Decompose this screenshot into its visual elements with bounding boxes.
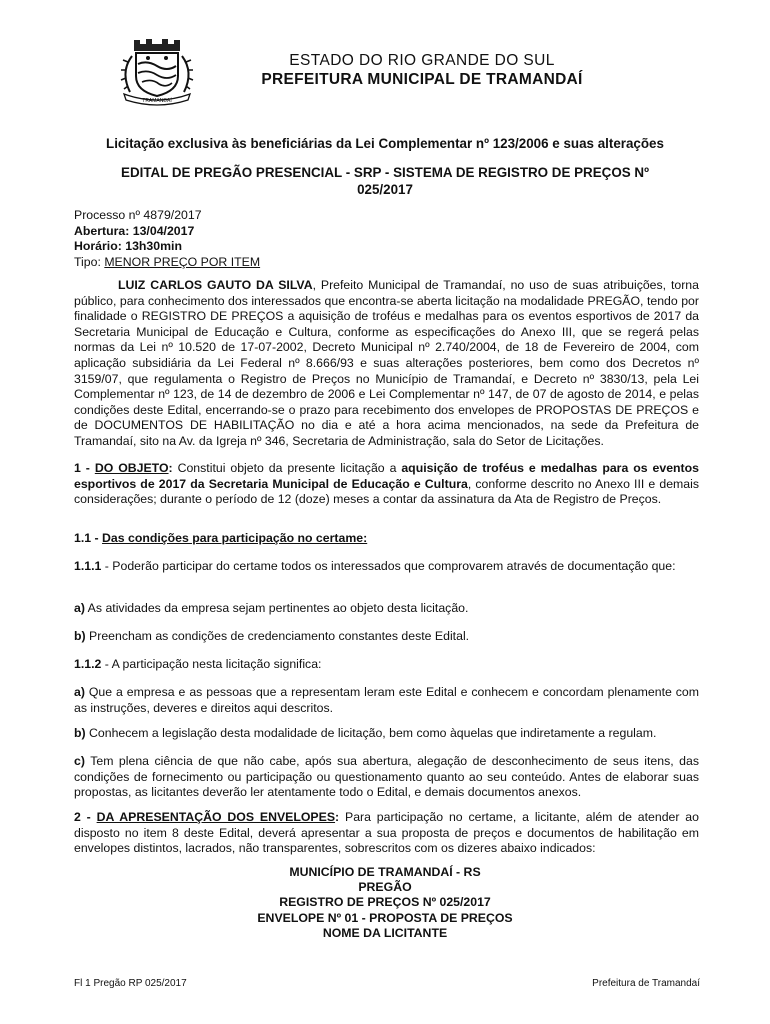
envelope-line-municipality: MUNICÍPIO DE TRAMANDAÍ - RS — [289, 865, 481, 879]
object-bold-text: aquisição de troféus e medalhas para os eventos esportivos de 2017 da Secretaria Municipal de Educação e Cultura — [74, 461, 699, 491]
item-1-1-2-b — [74, 726, 699, 742]
item-1-1-2-c-text: Tem plena ciência de que não cabe, após sua abertura, alegação de desconhecimento de seus itens, das condições de fornecimento ou participação ou questionamento quanto ao seu conteúdo. Antes de elaborar suas propostas, as licitantes deverão ler atentamente todo o Edital, e demais documentos anexos. — [74, 754, 699, 800]
section-1-colon: : — [168, 461, 173, 475]
edital-title-line-1: EDITAL DE PREGÃO PRESENCIAL - SRP - SISTEMA DE REGISTRO DE PREÇOS Nº — [121, 165, 649, 180]
intro-text: , Prefeito Municipal de Tramandaí, no uso de suas atribuições, torna público, para conhecimento dos interessados que encontra-se aberta licitação na modalidade PREGÃO, tendo por finalidade o REGISTRO DE PREÇOS a aquisição de troféus e medalhas para os eventos esportivos de 2017 da Secretaria Municipal de Educação e Cultura, conforme as especificações do Anexo III, que se regerá pelas normas da Lei nº 10.520 de 17-07-2002, Decreto Municipal nº 2.740/2004, de 18 de Fevereiro de 2004, com aplicação subsidiária da Lei Federal nº 8.666/93 e suas alterações posteriores, bem como dos Decretos nº 3159/07, que regulamenta o Registro de Preços no Município de Tramandaí, e Decreto nº 3830/13, pela Lei Complementar nº 123, de 14 de dezembro de 2006 e Lei Complementar nº 147, de 07 de agosto de 2014, e pelas condições deste Edital, encerrando-se o prazo para recebimento dos envelopes de PROPOSTAS DE PREÇOS e de DOCUMENTOS DE HABILITAÇÃO no dia e até a hora acima mencionados, na sede da Prefeitura de Tramandaí, sito na Av. da Igreja nº 346, Secretaria de Administração, sala do Setor de Licitações. — [74, 278, 699, 448]
item-1-1-1-text: - Poderão participar do certame todos os interessados que comprovarem através de documentação que: — [101, 559, 676, 573]
item-1-1-1-number: 1.1.1 — [74, 559, 102, 573]
bid-type-label: Tipo: — [74, 254, 101, 269]
object-text-2: , conforme descrito no Anexo III e demais considerações; durante o período de 12 (doze) meses a contar da assinatura da Ata de Registro de Preços. — [74, 476, 699, 507]
section-2-heading: DA APRESENTAÇÃO DOS ENVELOPES — [96, 810, 336, 824]
process-number: Processo nº 4879/2017 — [74, 208, 202, 222]
item-1-1-1-b — [74, 629, 699, 645]
envelope-line-bidder: NOME DA LICITANTE — [322, 925, 448, 940]
opening-time: Horário: 13h30min — [74, 239, 182, 253]
item-1-1-2-c-letter: c) — [74, 754, 85, 768]
edital-title-line-2: 025/2017 — [357, 182, 413, 197]
envelopes-section — [74, 810, 699, 857]
mayor-name: LUIZ CARLOS GAUTO DA SILVA — [118, 278, 313, 292]
conditions-heading — [74, 531, 699, 547]
prefecture-name: PREFEITURA MUNICIPAL DE TRAMANDAÍ — [261, 71, 583, 88]
section-2-number: 2 - — [74, 810, 97, 824]
footer-prefecture: Prefeitura de Tramandaí — [592, 978, 700, 989]
envelope-line-pregao: PREGÃO — [358, 880, 412, 895]
section-1-1-heading: Das condições para participação no certame: — [102, 531, 368, 545]
item-1-1-1-a — [74, 601, 699, 617]
item-1-1-2-number: 1.1.2 — [74, 657, 102, 671]
envelope-label-block — [160, 865, 610, 941]
item-1-1-2-c — [74, 754, 699, 801]
intro-paragraph — [74, 278, 699, 450]
bid-type — [74, 255, 694, 271]
object-section — [74, 461, 699, 508]
item-1-1-2 — [74, 657, 699, 673]
item-1-1-2-b-text: Conhecem a legislação desta modalidade de licitação, bem como àquelas que indiretamente a regulam. — [85, 726, 657, 740]
item-1-1-2-a-letter: a) — [74, 685, 85, 699]
bid-type-value: MENOR PREÇO POR ITEM — [104, 254, 261, 269]
edital-title — [60, 164, 710, 198]
municipal-crest-icon — [112, 36, 202, 106]
section-1-heading: DO OBJETO — [94, 461, 169, 475]
process-info — [74, 208, 694, 270]
section-1-1-number: 1.1 - — [74, 531, 103, 545]
envelope-line-envelope: ENVELOPE Nº 01 - PROPOSTA DE PREÇOS — [257, 910, 513, 925]
envelope-line-registry: REGISTRO DE PREÇOS Nº 025/2017 — [279, 895, 491, 910]
exclusive-title: Licitação exclusiva às beneficiárias da Lei Complementar nº 123/2006 e suas alterações — [106, 136, 664, 151]
section-2-text: Para participação no certame, a licitante, além de atender ao disposto no item 8 deste Edital, deverá apresentar a sua proposta de preços e documentos de habilitação em envelopes distintos, lacrados, não transparentes, sobrescritos com os dizeres abaixo indicados: — [74, 810, 699, 856]
object-text-1: Constitui objeto da presente licitação a — [172, 461, 402, 475]
state-name: ESTADO DO RIO GRANDE DO SUL — [289, 52, 555, 69]
opening-date: Abertura: 13/04/2017 — [74, 223, 195, 238]
item-1-1-1-a-letter: a) — [74, 601, 85, 615]
item-1-1-2-a-text: Que a empresa e as pessoas que a representam leram este Edital e conhecem e concordam plenamente com as instruções, deveres e direitos aqui descritos. — [74, 685, 699, 715]
item-1-1-2-b-letter: b) — [74, 726, 86, 740]
section-2-colon: : — [335, 810, 340, 824]
item-1-1-1-b-letter: b) — [74, 629, 86, 643]
item-1-1-1 — [74, 559, 699, 575]
crest-ribbon-text: TRAMANDAÍ — [142, 98, 172, 104]
item-1-1-2-text: - A participação nesta licitação significa: — [101, 657, 322, 671]
section-1-number: 1 - — [74, 461, 95, 475]
item-1-1-2-a — [74, 685, 699, 716]
footer-page-reference: Fl 1 Pregão RP 025/2017 — [74, 978, 187, 989]
item-1-1-1-b-text: Preencham as condições de credenciamento constantes deste Edital. — [85, 629, 470, 643]
item-1-1-1-a-text: As atividades da empresa sejam pertinentes ao objeto desta licitação. — [84, 601, 469, 615]
